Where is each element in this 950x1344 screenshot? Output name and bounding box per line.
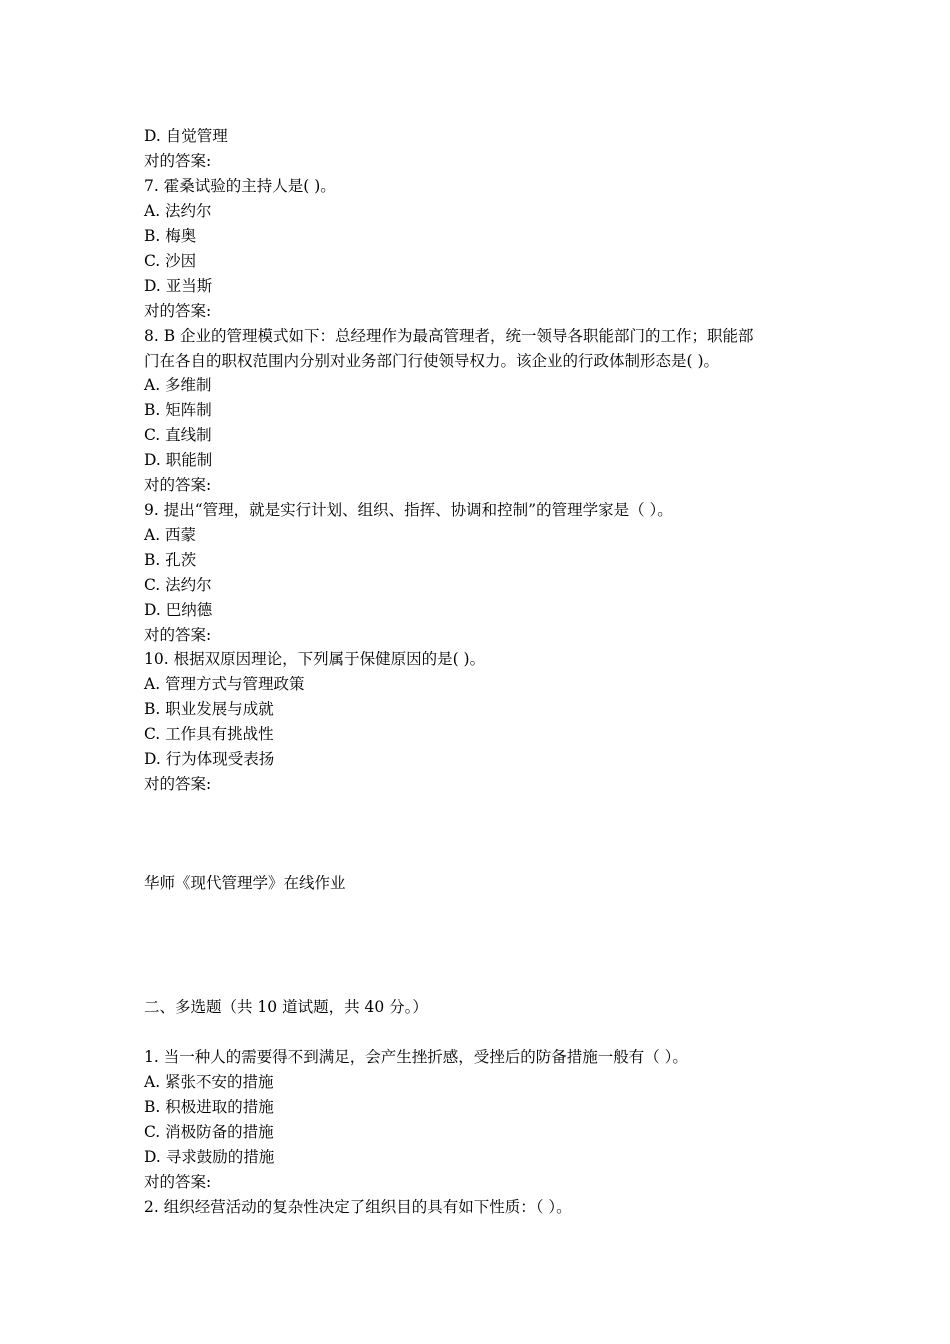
option-line: D. 亚当斯 [144, 277, 213, 295]
option-line: A. 法约尔 [144, 202, 212, 220]
option-line: B. 梅奥 [144, 227, 197, 245]
option-line: A. 多维制 [144, 376, 212, 394]
option-line: C. 消极防备的措施 [144, 1123, 274, 1141]
option-line: D. 自觉管理 [144, 127, 228, 145]
option-line: A. 管理方式与管理政策 [144, 675, 305, 693]
question-line: 8. B 企业的管理模式如下：总经理作为最高管理者，统一领导各职能部门的工作；职能部 [144, 327, 754, 345]
question-line: 1. 当一种人的需要得不到满足，会产生挫折感，受挫后的防备措施一般有（ ）。 [144, 1048, 688, 1066]
option-line: C. 法约尔 [144, 576, 212, 594]
option-line: B. 积极进取的措施 [144, 1098, 274, 1116]
option-line: D. 职能制 [144, 451, 213, 469]
option-line: D. 行为体现受表扬 [144, 750, 275, 768]
option-line: B. 职业发展与成就 [144, 700, 274, 718]
question-line: 9. 提出“管理，就是实行计划、组织、指挥、协调和控制”的管理学家是（ ）。 [144, 501, 673, 519]
section-heading: 二、多选题（共 10 道试题，共 40 分。） [144, 998, 428, 1016]
answer-line: 对的答案: [144, 775, 212, 793]
answer-line: 对的答案: [144, 476, 212, 494]
option-line: B. 孔茨 [144, 551, 197, 569]
option-line: A. 西蒙 [144, 526, 197, 544]
option-line: C. 沙因 [144, 252, 197, 270]
question-line: 10. 根据双原因理论，下列属于保健原因的是( )。 [144, 650, 486, 668]
answer-line: 对的答案: [144, 626, 212, 644]
option-line: C. 直线制 [144, 426, 212, 444]
option-line: D. 寻求鼓励的措施 [144, 1148, 275, 1166]
question-line: 7. 霍桑试验的主持人是( )。 [144, 177, 336, 195]
option-line: C. 工作具有挑战性 [144, 725, 274, 743]
question-line-continued: 门在各自的职权范围内分别对业务部门行使领导权力。该企业的行政体制形态是( )。 [144, 352, 720, 370]
option-line: D. 巴纳德 [144, 601, 213, 619]
question-line: 2. 组织经营活动的复杂性决定了组织目的具有如下性质：（ ）。 [144, 1198, 572, 1216]
option-line: B. 矩阵制 [144, 401, 212, 419]
answer-line: 对的答案: [144, 152, 212, 170]
document-heading: 华师《现代管理学》在线作业 [144, 874, 346, 892]
option-line: A. 紧张不安的措施 [144, 1073, 274, 1091]
answer-line: 对的答案: [144, 302, 212, 320]
answer-line: 对的答案: [144, 1173, 212, 1191]
